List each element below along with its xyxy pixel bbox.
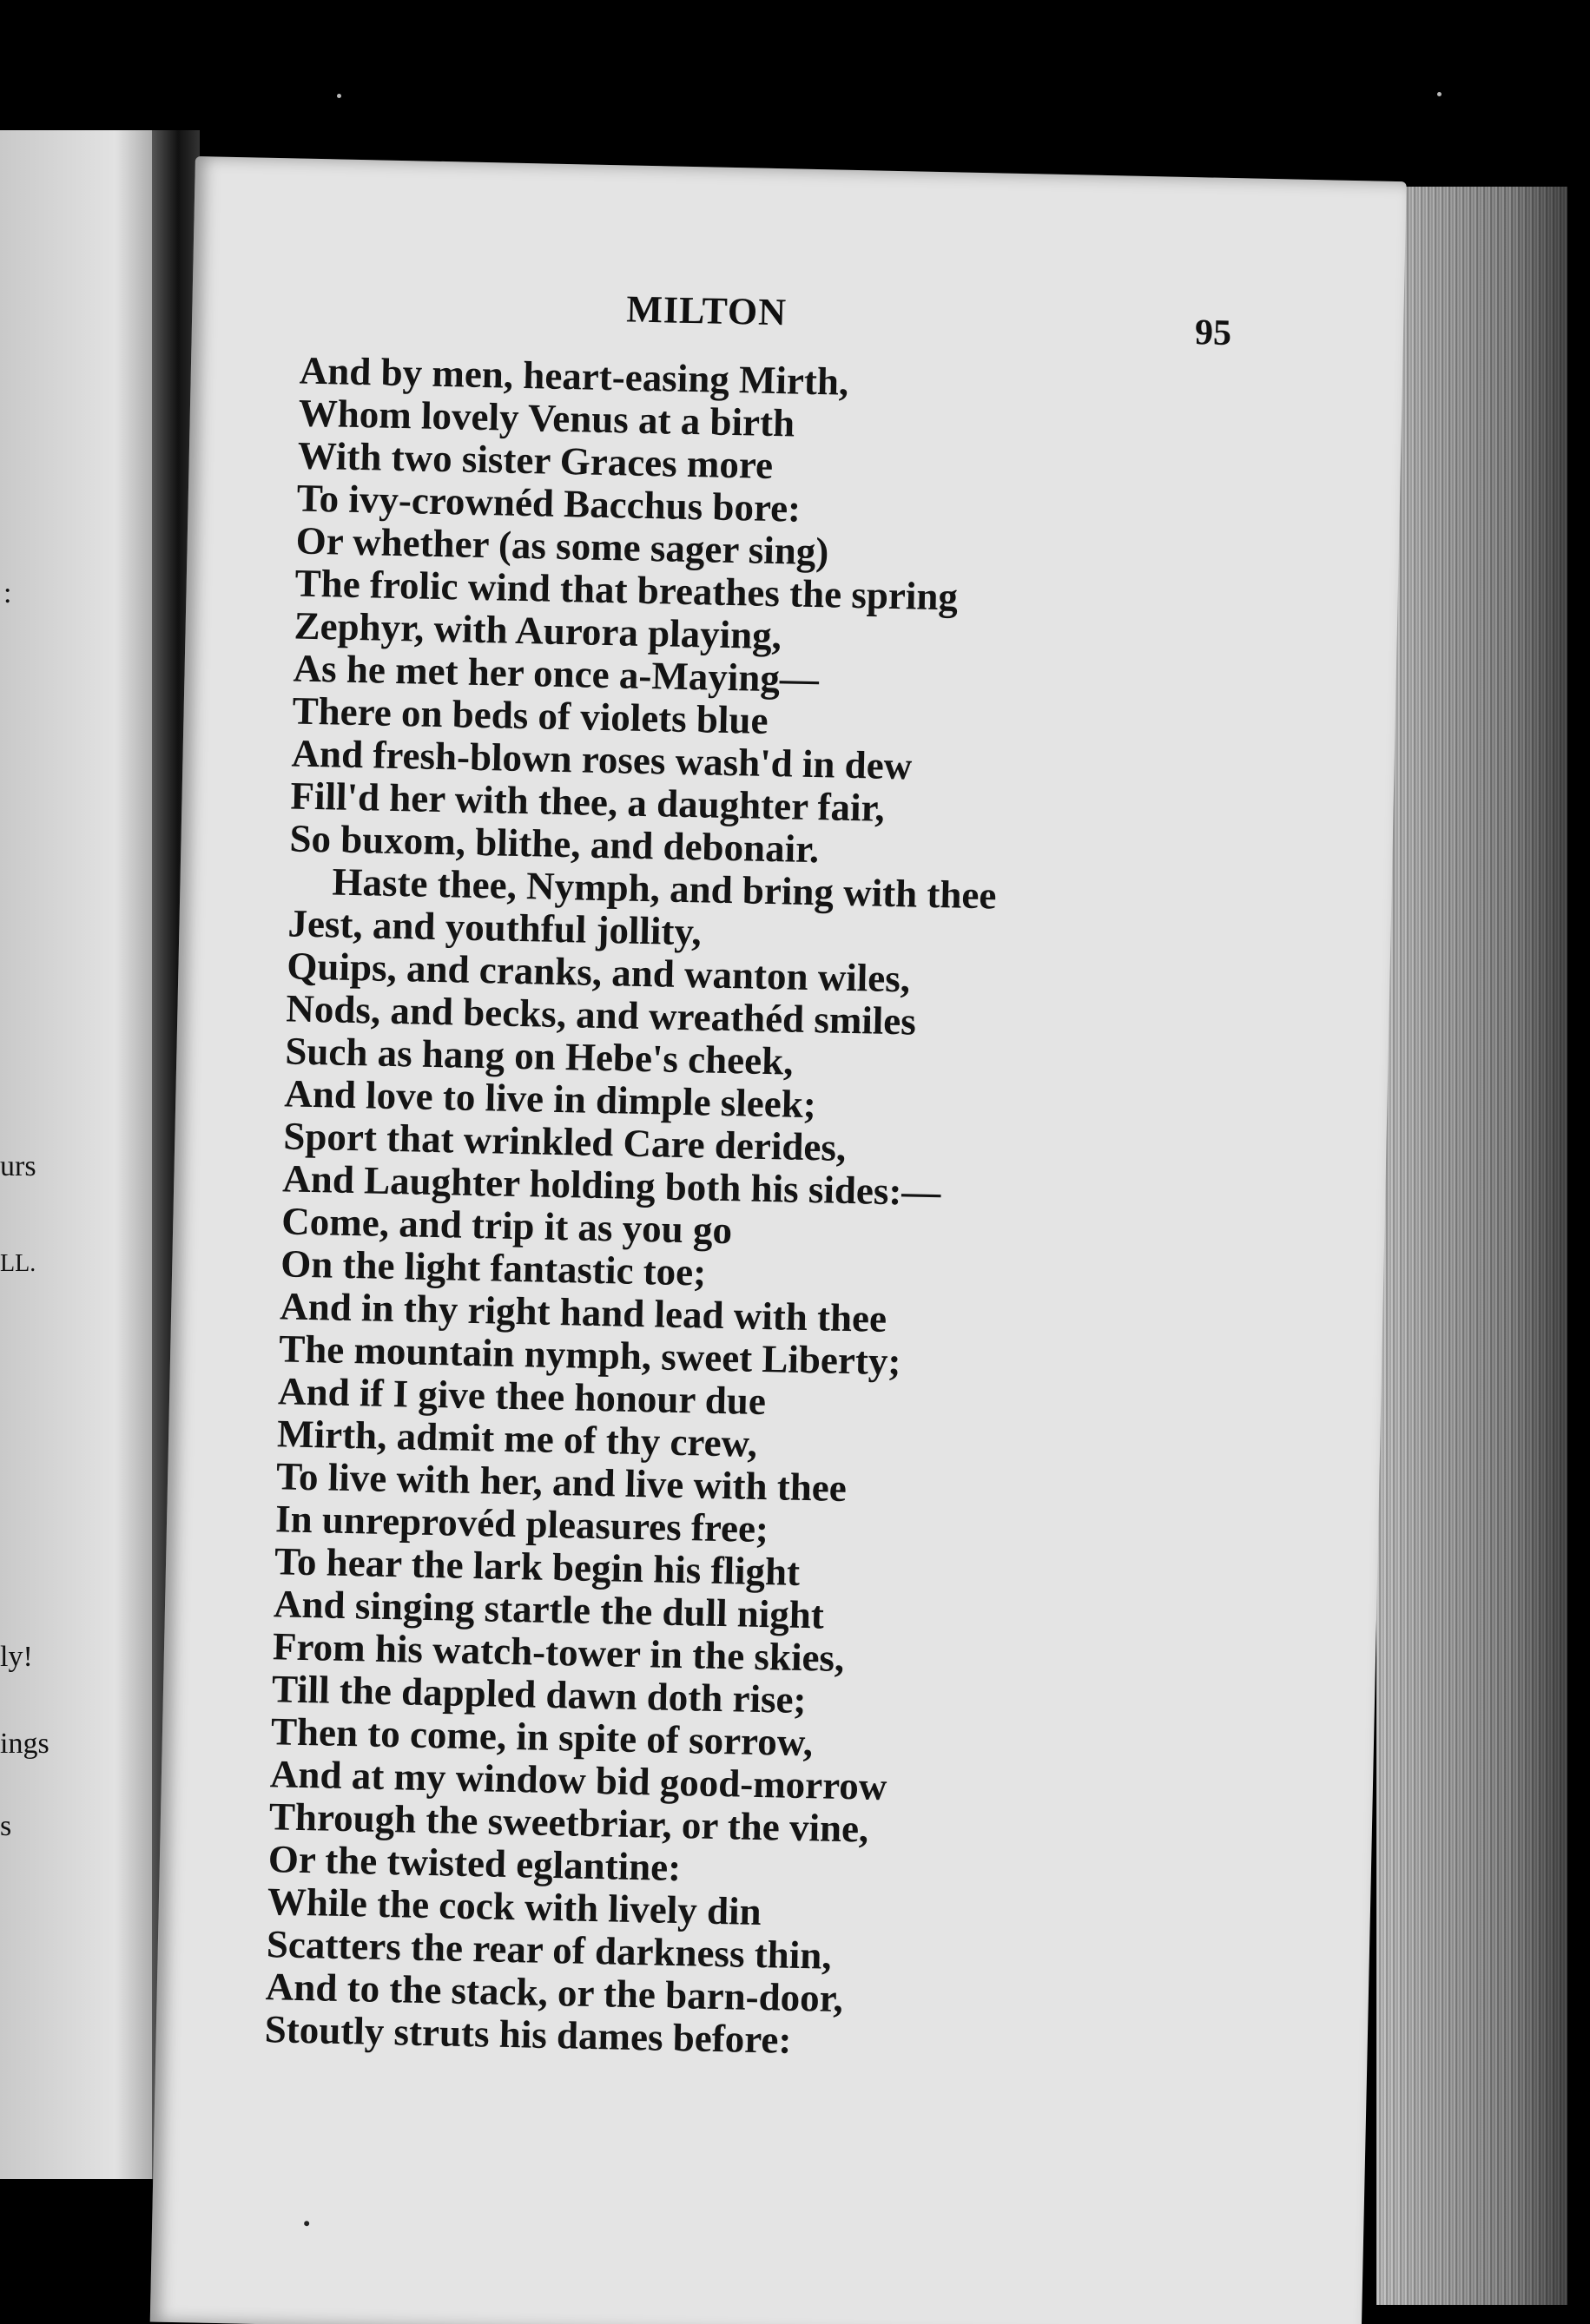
ink-speck [304,2221,309,2226]
poem-line: And to the stack, or the barn-door, [265,1965,844,2021]
poem-line: On the light fantastic toe; [280,1241,707,1294]
previous-page-edge [0,130,165,2179]
poem-line: Sport that wrinkled Care derides, [282,1114,847,1169]
left-page-fragment: ly! [0,1641,33,1673]
poem-line: Or whether (as some sager sing) [295,518,829,574]
running-head: MILTON [625,287,788,334]
poem-line: To ivy-crownéd Bacchus bore: [296,476,802,530]
left-page-fragment: LL. [0,1250,36,1277]
poem-line: Scatters the rear of darkness thin, [266,1922,833,1978]
poem-line: Mirth, admit me of thy crew, [276,1412,758,1465]
poem-line: As he met her once a-Maying— [293,646,820,701]
poem-line: Come, and trip it as you go [280,1199,733,1253]
left-page-fragment: urs [0,1150,36,1182]
poem-line: Stoutly struts his dames before: [264,2007,792,2062]
poem-line: And Laughter holding both his sides:— [281,1156,941,1215]
page-number: 95 [1194,313,1232,354]
poem-line: Or the twisted eglantine: [267,1837,682,1890]
poem-line: While the cock with lively din [267,1880,762,1934]
poem-line: And in thy right hand lead with thee [279,1284,887,1340]
left-page-fragment: s [0,1810,12,1842]
poem-line: And love to live in dimple sleek; [283,1071,817,1127]
poem-line: And at my window bid good-morrow [269,1752,887,1809]
poem-line: And fresh-blown roses wash'd in dew [291,731,913,788]
poem-line: Then to come, in spite of sorrow, [270,1709,814,1765]
poem-line: Quips, and cranks, and wanton wiles, [286,944,911,1001]
poem-line: There on beds of violets blue [292,688,769,742]
poem-line: Fill'd her with thee, a daughter fair, [290,774,886,830]
poem-line: The mountain nymph, sweet Liberty; [278,1327,901,1384]
poem-line: And if I give thee honour due [277,1369,767,1424]
poem-line: And by men, heart-easing Mirth, [299,348,849,404]
poem-line: With two sister Graces more [297,433,774,488]
poem-line: And singing startle the dull night [273,1582,825,1637]
poem-line: Through the sweetbriar, or the vine, [268,1794,869,1851]
poem-line: To live with her, and live with thee [275,1454,848,1511]
poem-line: The frolic wind that breathes the spring [294,561,959,619]
poem-line: To hear the lark begin his flight [274,1539,801,1594]
poem-line: Zephyr, with Aurora playing, [294,603,782,658]
book-page [150,156,1407,2324]
poem-line: In unreprovéd pleasures free; [274,1497,769,1551]
poem-line: So buxom, blithe, and debonair. [289,816,820,872]
poem-line: Such as hang on Hebe's cheek, [284,1029,794,1083]
poem-line: Jest, and youthful jollity, [287,901,703,954]
dust-speck [1437,92,1442,96]
poem-line: Nods, and becks, and wreathéd smiles [285,986,917,1043]
page-edges [1376,187,1567,2305]
poem-text [264,350,1007,2066]
poem-line: Haste thee, Nymph, and bring with thee [332,859,997,918]
left-page-fragment: ings [0,1728,49,1760]
left-page-fragment: : [3,577,12,609]
poem-line: Whom lovely Venus at a birth [298,391,795,445]
dust-speck [337,94,341,98]
poem-line: Till the dappled dawn doth rise; [271,1667,808,1722]
poem-line: From his watch-tower in the skies, [272,1624,845,1681]
